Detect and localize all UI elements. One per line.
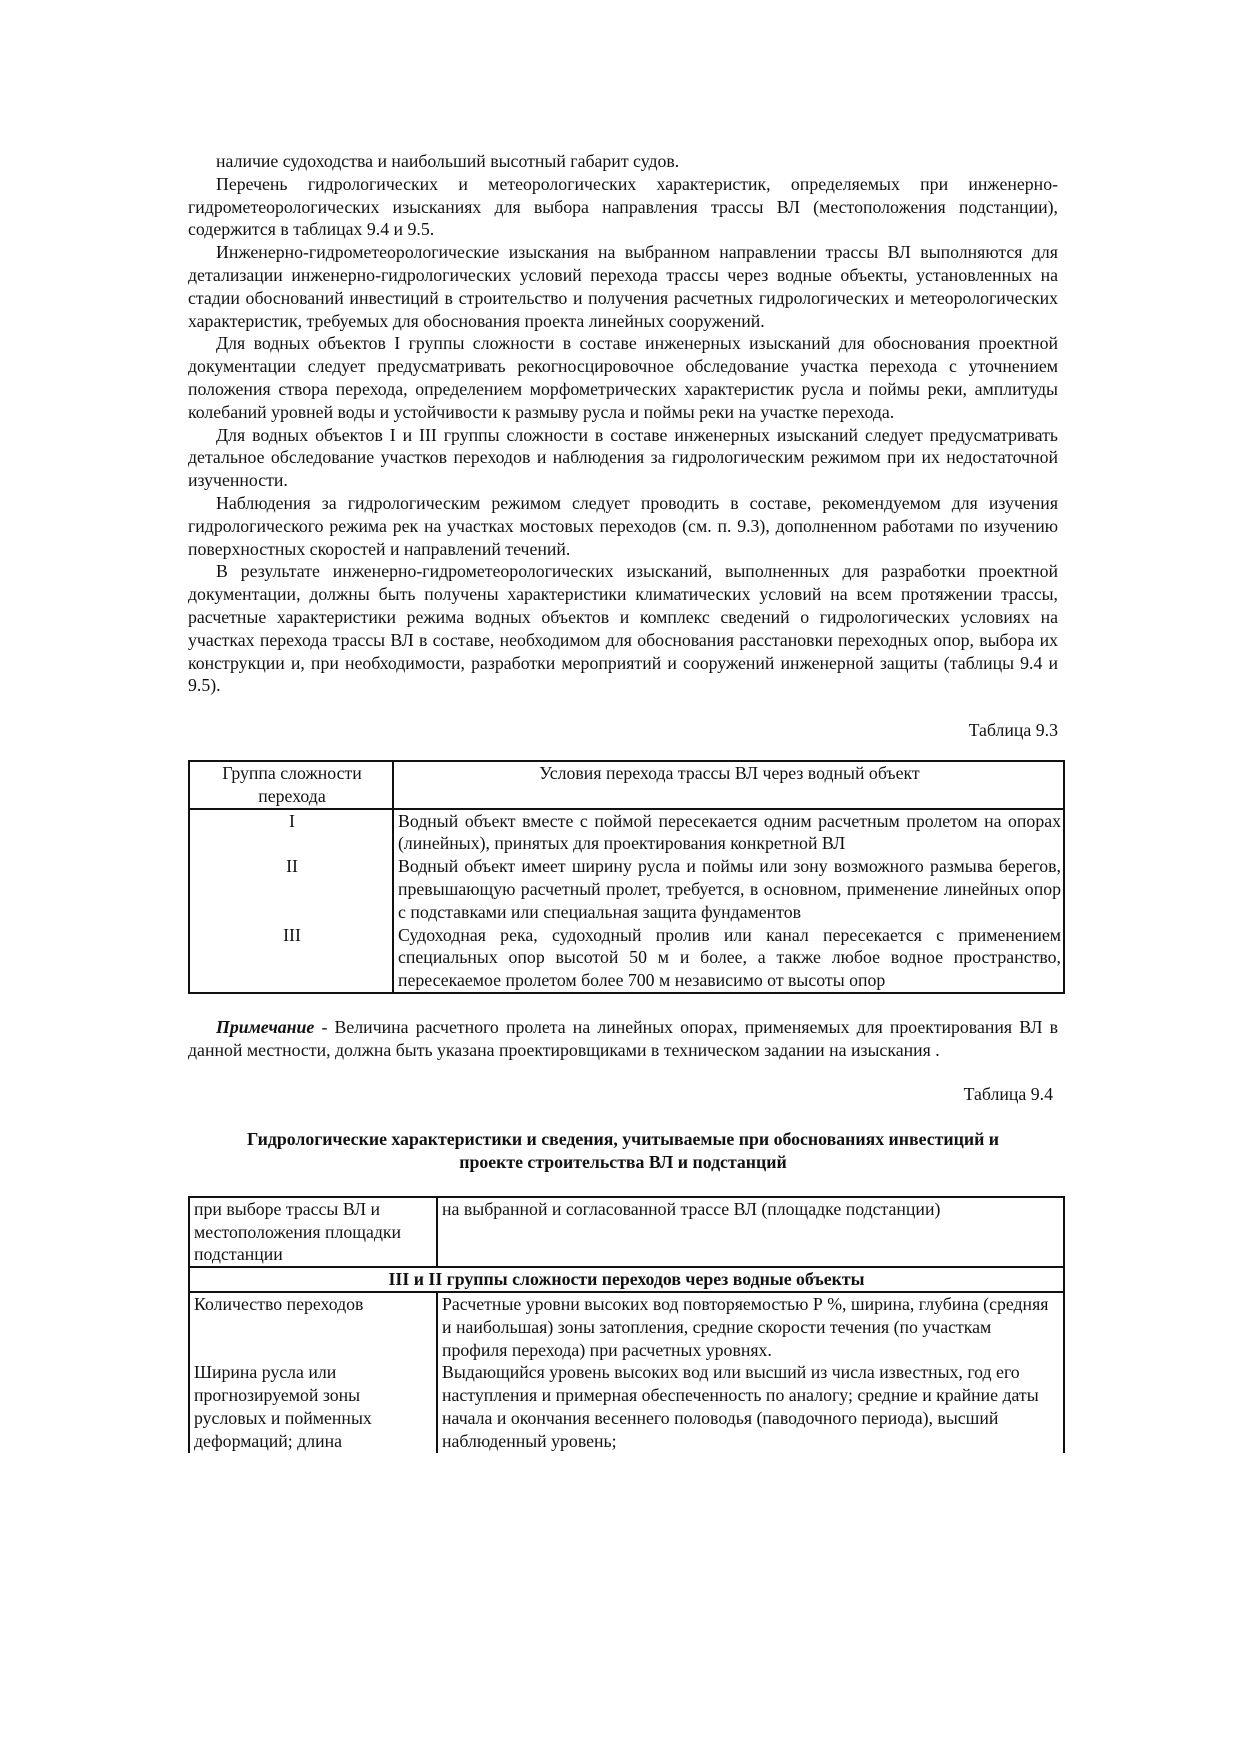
table-row	[189, 855, 1064, 923]
document-page	[188, 150, 1061, 1453]
table-9-3	[188, 760, 1065, 994]
paragraph: В результате инженерно-гидрометеорологических изысканий, выполненных для разработки проектной документации, должны быть получены характеристики климатических условий на всем протяжении трассы, расчетные характеристики режима водных объектов и комплекс сведений о гидрологических условиях на участках перехода трассы ВЛ в составе, необходимом для обоснования расстановки переходных опор, выбора их конструкции и, при необходимости, разработки мероприятий и сооружений инженерной защиты (таблицы 9.4 и 9.5).	[188, 561, 1058, 696]
paragraph: Для водных объектов I группы сложности в составе инженерных изысканий для обоснования проектной документации следует предусматривать рекогносцировочное обследование участка перехода с уточнением положения створа перехода, определением морфометрических характеристик русла и поймы реки, амплитуды колебаний уровней воды и устойчивости к размыву русла и поймы реки на участке перехода.	[188, 333, 1058, 422]
table-header-cell: при выборе трассы ВЛ и местоположения площадки подстанции	[189, 1197, 437, 1267]
table-cell-left: Ширина русла или прогнозируемой зоны русловых и пойменных деформаций; длина	[189, 1361, 437, 1452]
table-cell-right: Расчетные уровни высоких вод повторяемостью Р %, ширина, глубина (средняя и наибольшая) зоны затопления, средние скорости течения (по участкам профиля перехода) при расчетных уровнях.	[437, 1292, 1064, 1361]
paragraph: Перечень гидрологических и метеорологических характеристик, определяемых при инженерно-гидрометеорологических изысканиях для выбора направления трассы ВЛ (местоположения подстанции), содержится в таблицах 9.4 и 9.5.	[188, 173, 1058, 240]
table-row	[189, 1361, 1064, 1452]
note-text: - Величина расчетного пролета на линейных опорах, применяемых для проектирования ВЛ в данной местности, должна быть указана проектировщиками в техническом задании на изыскания .	[188, 1016, 1058, 1060]
paragraph: Наблюдения за гидрологическим режимом следует проводить в составе, рекомендуемом для изучения гидрологического режима рек на участках мостовых переходов (см. п. 9.3), дополненном работами по изучению поверхностных скоростей и направлений течений.	[188, 492, 1058, 559]
table-note	[188, 1016, 1058, 1062]
table-9-4	[188, 1196, 1065, 1453]
table-row	[189, 809, 1064, 856]
table-cell-text: Водный объект имеет ширину русла и поймы или зону возможного размыва берегов, превышающую расчетный пролет, требуется, в основном, применение линейных опор с подставками или специальная защита фундаментов	[393, 855, 1064, 923]
table-cell-left: Количество переходов	[189, 1292, 437, 1361]
table-header-cell: Условия перехода трассы ВЛ через водный объект	[393, 761, 1064, 809]
paragraph: Инженерно-гидрометеорологические изыскания на выбранном направлении трассы ВЛ выполняются для детализации инженерно-гидрологических условий перехода трассы через водные объекты, установленных на стадии обоснований инвестиций в строительство и получения расчетных гидрологических и метеорологических характеристик, требуемых для обоснования проекта линейных сооружений.	[188, 242, 1058, 331]
table-cell-group: III	[189, 924, 393, 993]
table-row	[189, 1292, 1064, 1361]
table-cell-group: I	[189, 809, 393, 856]
table-header-cell: Группа сложности перехода	[189, 761, 393, 809]
table-cell-text: Водный объект вместе с поймой пересекается одним расчетным пролетом на опорах (линейных), принятых для проектирования конкретной ВЛ	[393, 809, 1064, 856]
table-cell-right: Выдающийся уровень высоких вод или высший из числа известных, год его наступления и примерная обеспеченность по аналогу; средние и крайние даты начала и окончания весеннего половодья (паводочного периода), высший наблюденный уровень;	[437, 1361, 1064, 1452]
table-title: Гидрологические характеристики и сведения, учитываемые при обоснованиях инвестиций и проекте строительства ВЛ и подстанций	[246, 1129, 1000, 1173]
paragraph: наличие судоходства и наибольший высотный габарит судов.	[216, 151, 680, 171]
table-caption: Таблица 9.3	[968, 720, 1058, 741]
paragraph: Для водных объектов I и III группы сложности в составе инженерных изысканий следует предусматривать детальное обследование участков переходов и наблюдения за гидрологическим режимом при их недостаточной изученности.	[188, 424, 1058, 491]
table-row	[189, 924, 1064, 993]
table-group-cell: III и II группы сложности переходов через водные объекты	[189, 1267, 1064, 1292]
note-label: Примечание	[216, 1016, 315, 1037]
table-caption: Таблица 9.4	[963, 1084, 1053, 1105]
table-cell-text: Судоходная река, судоходный пролив или канал пересекается с применением специальных опор высотой 50 м и более, а также любое водное пространство, пересекаемое пролетом более 700 м независимо от высоты опор	[393, 924, 1064, 993]
table-header-row	[189, 1197, 1064, 1267]
table-group-row	[189, 1267, 1064, 1292]
table-cell-group: II	[189, 855, 393, 923]
table-header-cell: на выбранной и согласованной трассе ВЛ (площадке подстанции)	[437, 1197, 1064, 1267]
